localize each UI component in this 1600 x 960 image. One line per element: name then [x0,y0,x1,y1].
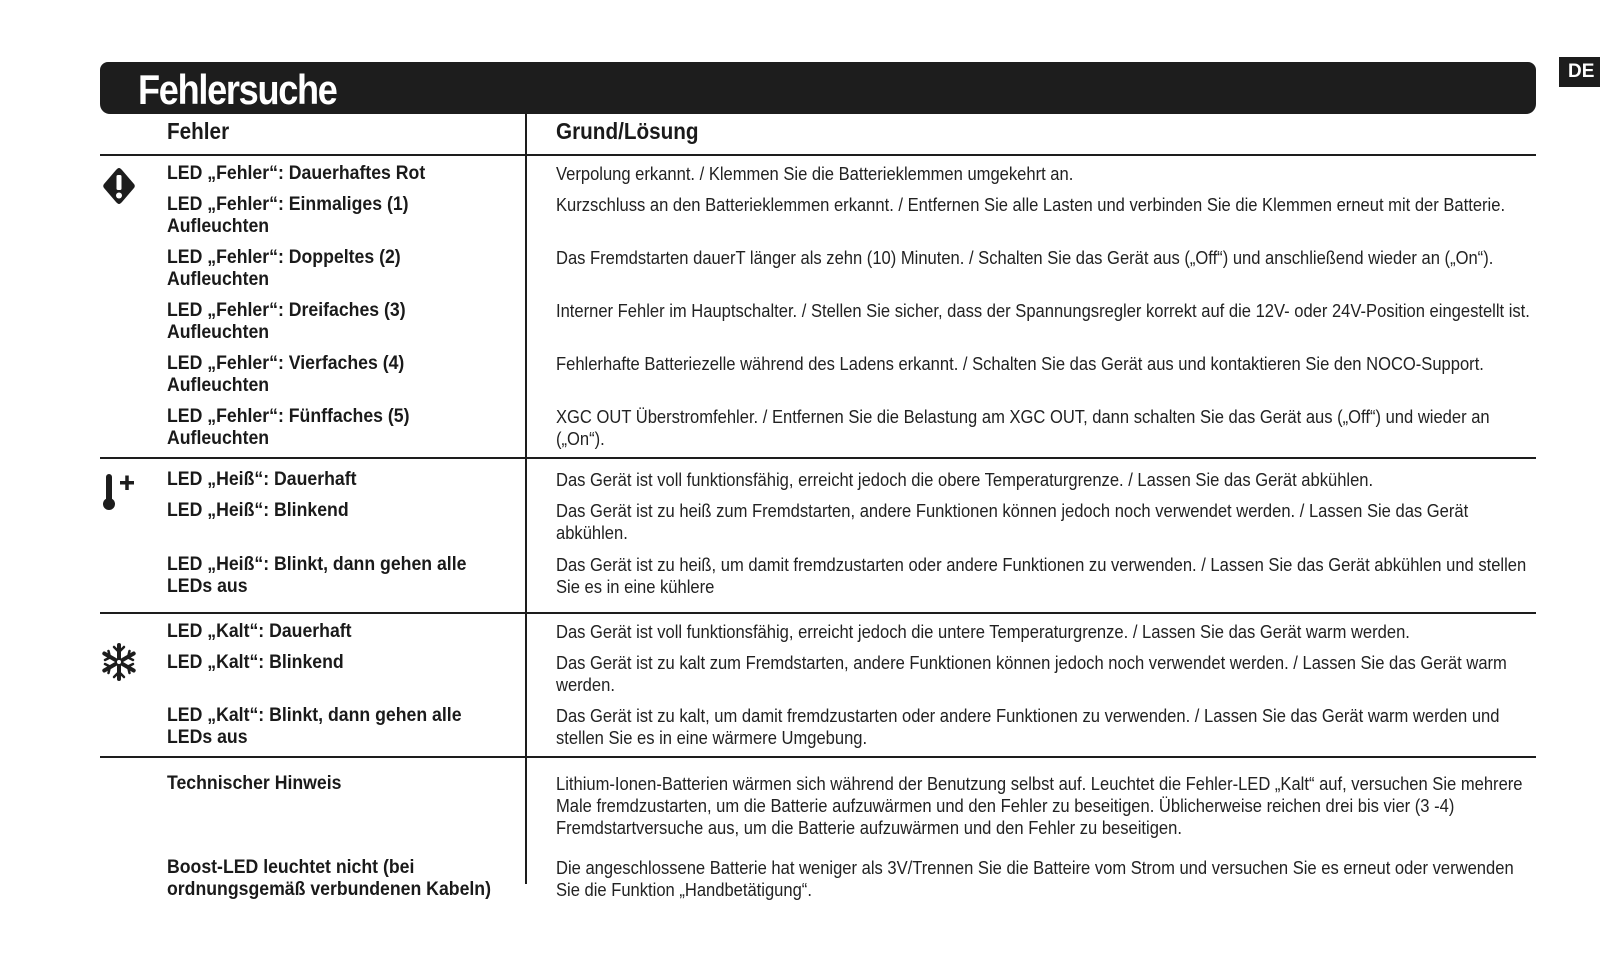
fault-text: LED „Kalt“: Dauerhaft [167,621,352,642]
fault-text: LED „Heiß“: Dauerhaft [167,469,357,490]
fault-cell [167,469,502,491]
language-badge: DE [1559,57,1600,87]
fault-cell [167,194,502,238]
fault-cell [167,163,502,185]
fault-text: LED „Heiß“: Blinkend [167,500,349,521]
group-divider [100,612,1536,614]
fault-text: LED „Kalt“: Blinkt, dann gehen alle LEDs aus [167,705,462,748]
fault-cell [167,300,502,344]
solution-cell: XGC OUT Überstromfehler. / Entfernen Sie die Belastung am XGC OUT, dann schalten Sie das Gerät aus („Off“) und wieder an („On“). [556,407,1490,449]
section-title-bar [100,62,1536,114]
solution-cell: Die angeschlossene Batterie hat weniger als 3V/Trennen Sie die Batteire vom Strom und versuchen Sie es erneut oder verwenden Sie die Funktion „Handbetätigung“. [556,858,1514,900]
column-header-fault: Fehler [167,118,230,144]
solution-cell: Das Gerät ist voll funktionsfähig, erreicht jedoch die obere Temperaturgrenze. / Lassen Sie das Gerät abkühlen. [556,470,1374,490]
group-divider [100,457,1536,459]
group-divider [100,756,1536,758]
fault-cell [167,406,502,450]
solution-cell: Kurzschluss an den Batterieklemmen erkannt. / Entfernen Sie alle Lasten und verbinden Sie die Klemmen erneut mit der Batterie. [556,195,1506,215]
fault-cell [167,353,502,397]
fault-cell [167,773,502,795]
fault-text: LED „Fehler“: Dreifaches (3) Aufleuchten [167,300,406,343]
solution-cell: Lithium-Ionen-Batterien wärmen sich während der Benutzung selbst auf. Leuchtet die Fehler-LED „Kalt“ auf, versuchen Sie mehrere Male fremdzustarten, um die Batterie aufzuwärmen und den Fehler zu beseitigen. Üblicherweise reichen drei bis vier (3 -4) Fremdstartversuche aus, um die Batterie aufzuwärmen und den Fehler zu beseitigen. [556,774,1523,838]
fault-cell [167,247,502,291]
column-divider [525,114,527,884]
solution-cell: Das Gerät ist zu heiß, um damit fremdzustarten oder andere Funktionen zu verwenden. / Lassen Sie das Gerät abkühlen und stellen Sie es in eine kühlere [556,555,1527,597]
solution-cell: Das Gerät ist voll funktionsfähig, erreicht jedoch die untere Temperaturgrenze. / Lassen Sie das Gerät warm werden. [556,622,1410,642]
warning-diamond-icon [100,166,140,210]
fault-text: LED „Fehler“: Doppeltes (2) Aufleuchten [167,247,401,290]
solution-cell: Interner Fehler im Hauptschalter. / Stellen Sie sicher, dass der Spannungsregler korrekt auf die 12V- oder 24V-Position eingestellt ist. [556,301,1530,321]
fault-cell [167,500,502,522]
solution-cell: Das Gerät ist zu heiß zum Fremdstarten, andere Funktionen können jedoch noch verwendet werden. / Lassen Sie das Gerät abkühlen. [556,501,1469,543]
fault-text: LED „Fehler“: Fünffaches (5) Aufleuchten [167,406,410,449]
fault-cell [167,554,502,598]
fault-cell [167,621,502,643]
fault-text: LED „Fehler“: Einmaliges (1) Aufleuchten [167,194,409,237]
fault-cell [167,857,502,901]
fault-text: LED „Heiß“: Blinkt, dann gehen alle LEDs aus [167,554,467,597]
fault-text: LED „Fehler“: Vierfaches (4) Aufleuchten [167,353,405,396]
header-divider [100,154,1536,156]
snowflake-icon [100,640,140,684]
solution-cell: Fehlerhafte Batteriezelle während des Ladens erkannt. / Schalten Sie das Gerät aus und kontaktieren Sie den NOCO-Support. [556,354,1484,374]
thermometer-hot-icon [100,470,140,514]
fault-cell [167,705,502,749]
solution-cell: Das Fremdstarten dauerT länger als zehn (10) Minuten. / Schalten Sie das Gerät aus („Off“) und anschließend wieder an („On“). [556,248,1494,268]
fault-text: Technischer Hinweis [167,773,342,794]
solution-cell: Das Gerät ist zu kalt zum Fremdstarten, andere Funktionen können jedoch noch verwendet werden. / Lassen Sie das Gerät warm werden. [556,653,1507,695]
fault-cell [167,652,502,674]
column-header-solution: Grund/Lösung [556,118,699,144]
fault-text: Boost-LED leuchtet nicht (bei ordnungsgemäß verbundenen Kabeln) [167,857,491,900]
solution-cell: Verpolung erkannt. / Klemmen Sie die Batterieklemmen umgekehrt an. [556,164,1074,184]
fault-text: LED „Kalt“: Blinkend [167,652,344,673]
fault-text: LED „Fehler“: Dauerhaftes Rot [167,163,426,184]
page-title: Fehlersuche [138,66,337,113]
solution-cell: Das Gerät ist zu kalt, um damit fremdzustarten oder andere Funktionen zu verwenden. / Lassen Sie das Gerät warm werden und stellen Sie es in eine wärmere Umgebung. [556,706,1500,748]
